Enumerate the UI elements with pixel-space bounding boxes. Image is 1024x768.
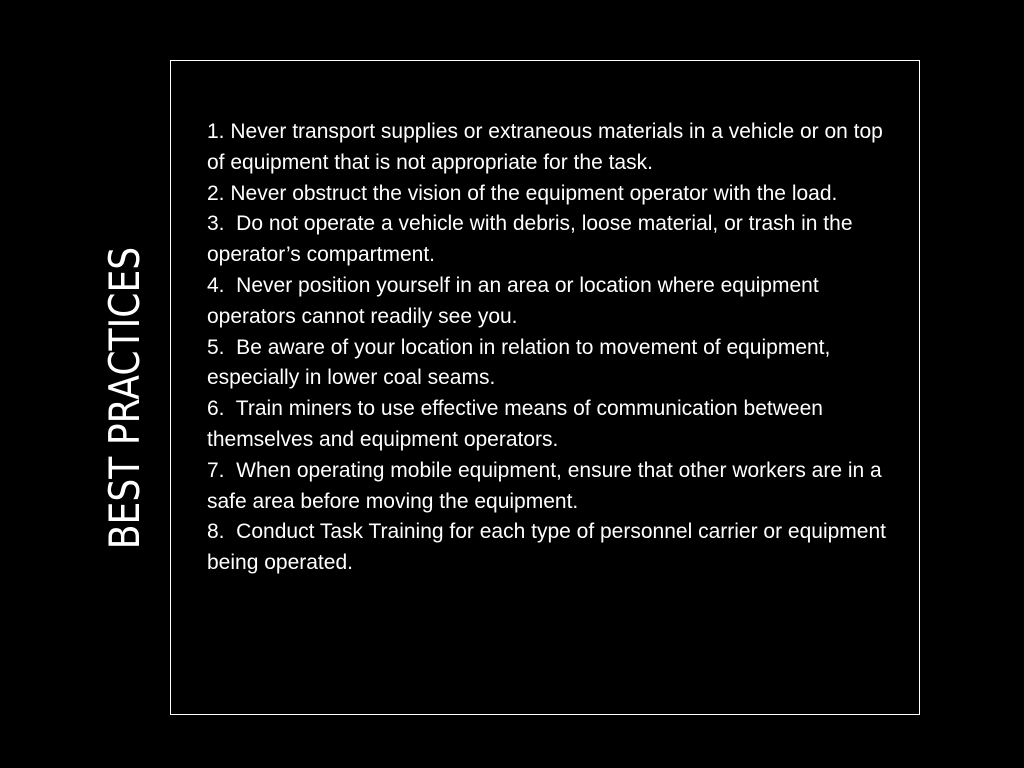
practice-item-6: 6. Train miners to use effective means of communication between themselves and equipment operators. — [207, 397, 829, 451]
practice-item-4: 4. Never position yourself in an area or location where equipment operators cannot readily see you. — [207, 273, 825, 328]
practice-item-1: 1. Never transport supplies or extraneous materials in a vehicle or on top of equipment that is not appropriate for the task. — [207, 120, 889, 174]
slide-title: BEST PRACTICES — [100, 246, 149, 550]
practice-item-7: 7. When operating mobile equipment, ensure that other workers are in a safe area before moving the equipment. — [207, 458, 888, 513]
practice-item-3: 3. Do not operate a vehicle with debris, loose material, or trash in the operator’s compartment. — [207, 212, 859, 267]
practices-list — [207, 117, 897, 579]
practice-item-2: 2. Never obstruct the vision of the equipment operator with the load. — [207, 181, 838, 205]
practice-item-5: 5. Be aware of your location in relation to movement of equipment, especially in lower coal seams. — [207, 335, 837, 390]
practice-item-8: 8. Conduct Task Training for each type of personnel carrier or equipment being operated. — [207, 520, 892, 575]
